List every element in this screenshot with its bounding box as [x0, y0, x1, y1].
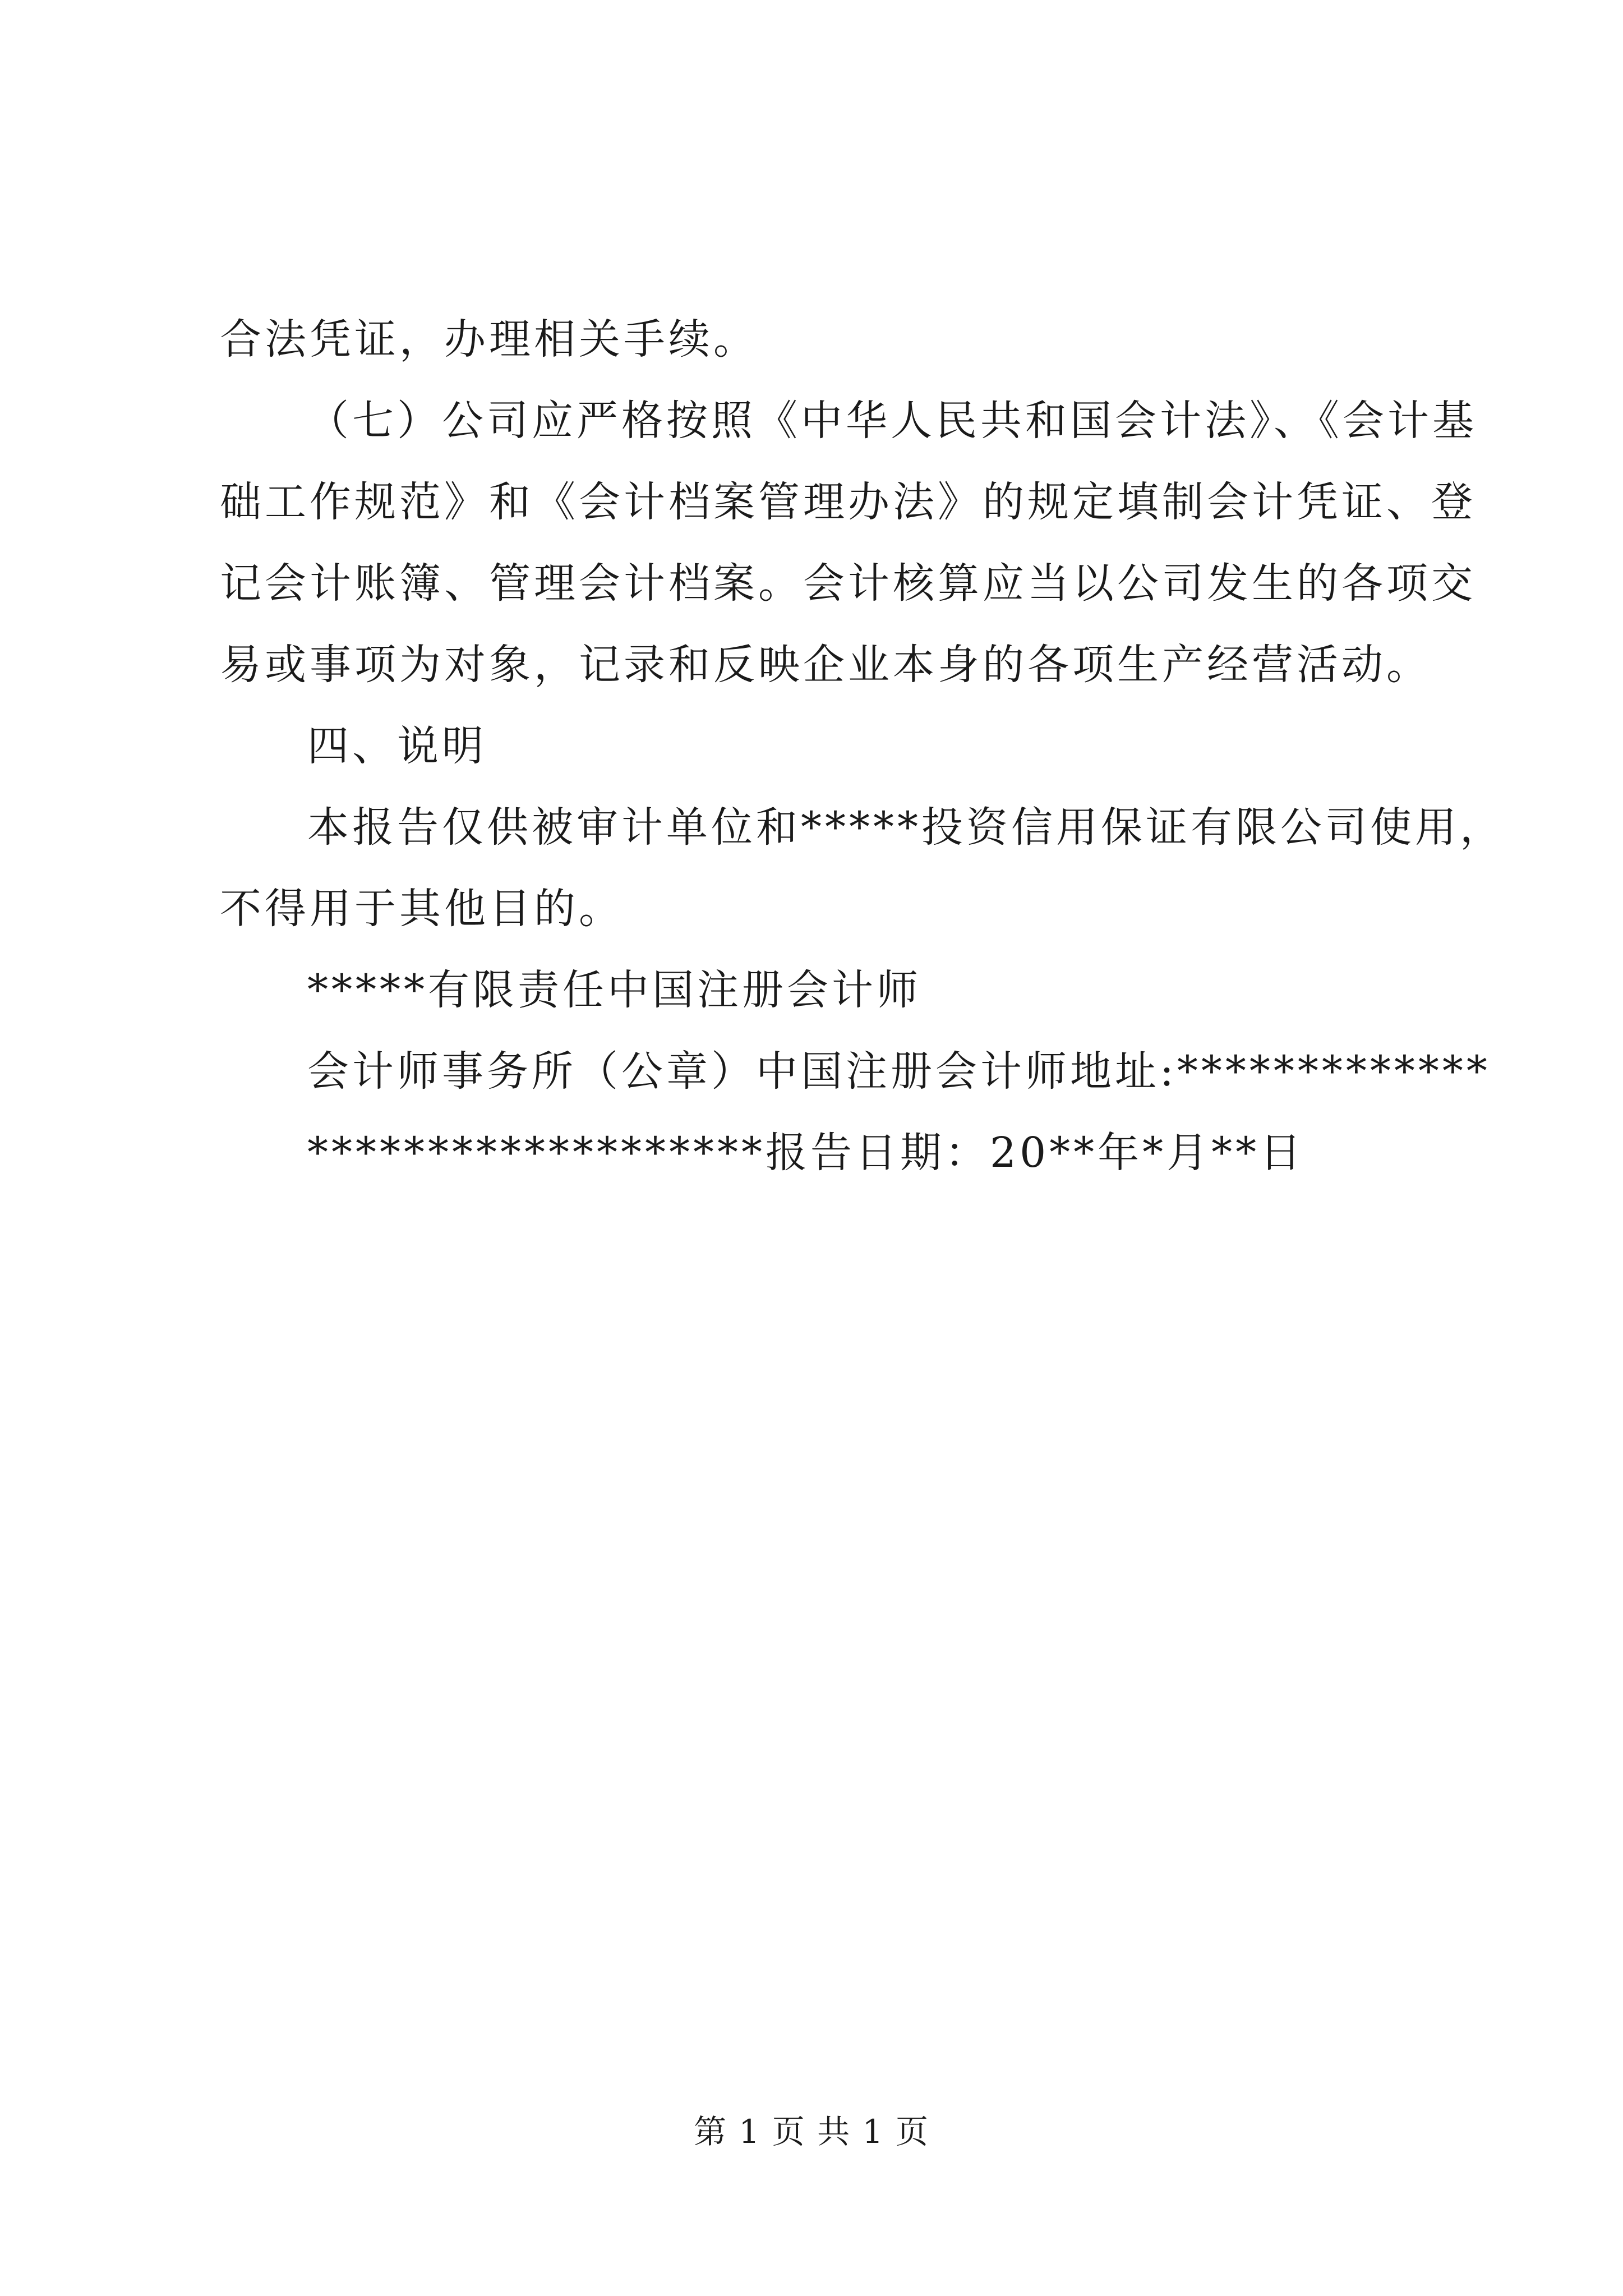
signature-line-firm: *****有限责任中国注册会计师: [307, 966, 921, 1014]
signature-line-address: 会计师事务所（公章）中国注册会计师地址:*************: [307, 1047, 1491, 1096]
paragraph-line-4: 记会计账簿、管理会计档案。会计核算应当以公司发生的各项交: [220, 559, 1476, 608]
paragraph-line-8: 不得用于其他目的。: [220, 885, 624, 933]
paragraph-line-1: 合法凭证，办理相关手续。: [220, 315, 758, 364]
paragraph-line-2: （七）公司应严格按照《中华人民共和国会计法》、《会计基: [307, 397, 1477, 445]
paragraph-line-7: 本报告仅供被审计单位和*****投资信用保证有限公司使用，: [307, 803, 1505, 852]
signature-line-date: *******************报告日期：20**年*月**日: [307, 1129, 1305, 1177]
paragraph-line-3: 础工作规范》和《会计档案管理办法》的规定填制会计凭证、登: [220, 478, 1476, 526]
paragraph-line-5: 易或事项为对象，记录和反映企业本身的各项生产经营活动。: [220, 641, 1431, 689]
page-footer: 第 1 页 共 1 页: [694, 2113, 929, 2151]
section-heading-explanation: 四、说明: [307, 722, 487, 770]
